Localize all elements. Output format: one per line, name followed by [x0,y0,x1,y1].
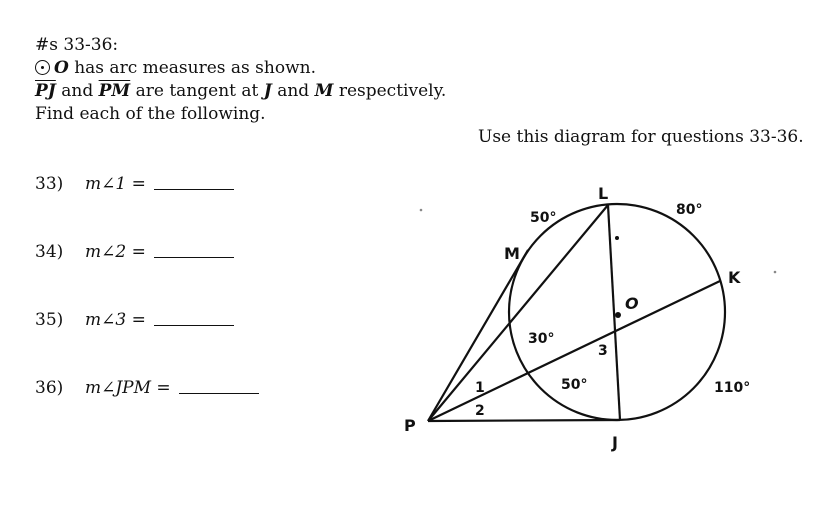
arc-lk-measure: 80° [676,202,703,218]
tangent-statement: $\overline{PJ}$ and $\overline{PM}$ are tangent at J and M respectively. [35,81,447,101]
label-l: L [598,184,609,203]
secant-pk [428,281,720,421]
arc-kj-measure: 110° [714,380,751,396]
speck [774,271,777,274]
speck [420,209,423,212]
label-p: P [404,416,416,435]
angle-3-label: 3 [598,343,608,359]
stray-dot [615,236,619,240]
label-m: M [504,244,520,263]
circle-statement: O has arc measures as shown. [35,57,446,80]
question-34: 34) m∠2 = [35,242,234,262]
angle-2-label: 2 [475,403,485,419]
arc-small-measure: 50° [561,377,588,393]
question-35: 35) m∠3 = [35,310,234,330]
label-k: K [728,268,741,287]
center-o-dot [615,312,621,318]
angle-1-label: 1 [475,380,485,396]
diagram-instruction: Use this diagram for questions 33-36. [478,127,804,147]
tangent-pj [428,420,620,421]
label-o: O [625,294,639,313]
label-j: J [612,433,618,452]
arc-ml-measure: 50° [530,210,557,226]
find-instruction: Find each of the following. [35,104,266,124]
problem-range: #s 33-36: [35,35,119,55]
question-36: 36) m∠JPM = [35,378,259,398]
question-33: 33) m∠1 = [35,174,234,194]
arc-left-measure: 30° [528,331,555,347]
